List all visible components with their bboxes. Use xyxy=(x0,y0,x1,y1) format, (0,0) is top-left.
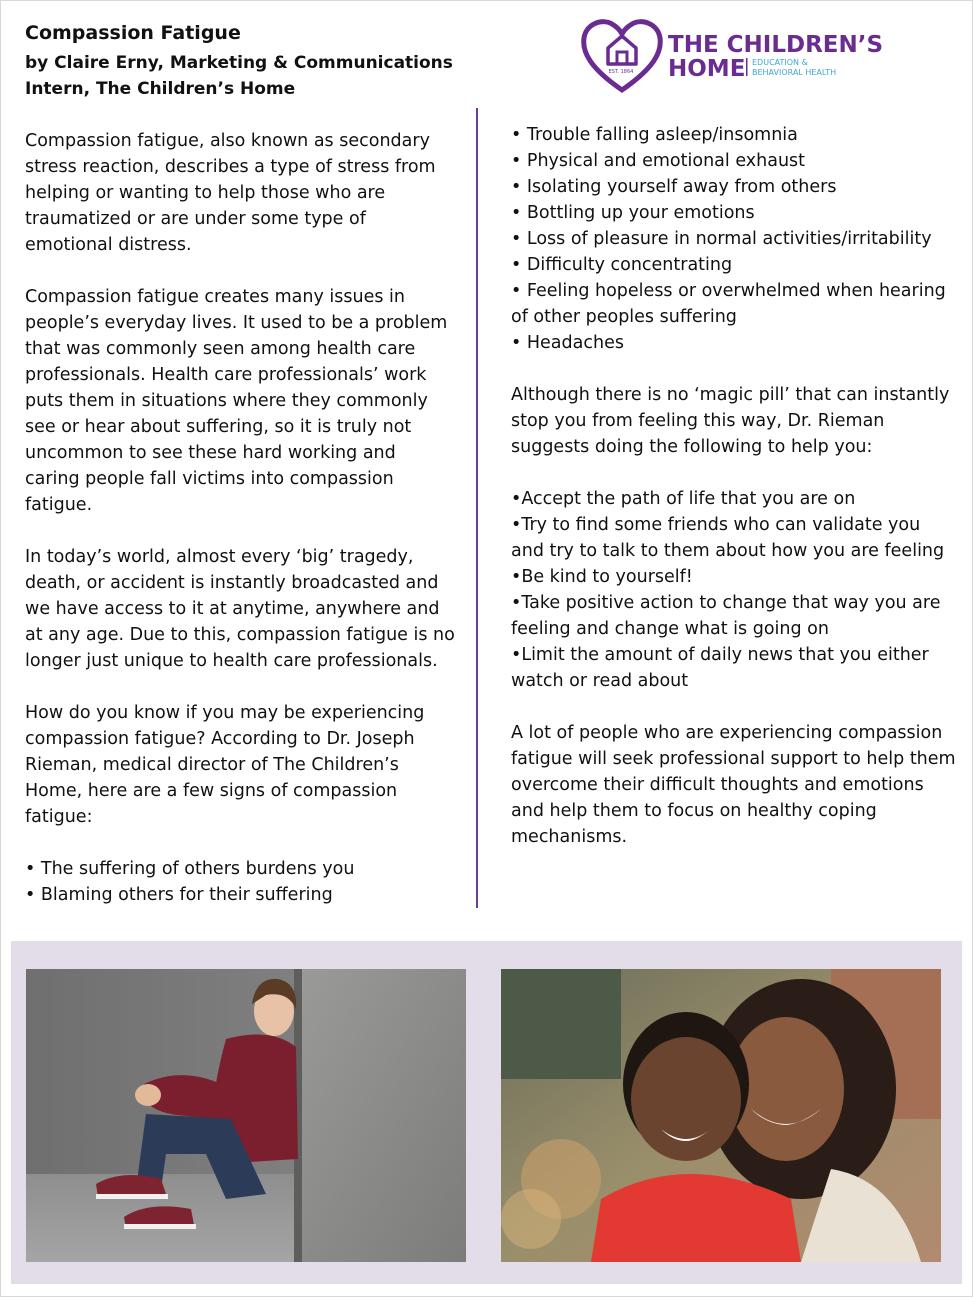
list-item: • Bottling up your emotions xyxy=(511,203,755,223)
childrens-home-logo xyxy=(580,18,890,94)
list-item: •Take positive action to change that way you are feeling and change what is going on xyxy=(511,593,941,639)
logo-tagline-line2: BEHAVIORAL HEALTH xyxy=(752,68,837,77)
heart-house-icon xyxy=(584,22,661,90)
article-byline: by Claire Erny, Marketing & Communications Intern, The Children’s Home xyxy=(25,53,453,99)
list-item: • Trouble falling asleep/insomnia xyxy=(511,125,798,145)
mother-and-child-smiling-photo xyxy=(501,969,941,1262)
list-item: • Headaches xyxy=(511,333,624,353)
logo-name-line2: HOME xyxy=(668,56,746,82)
article-title: Compassion Fatigue xyxy=(25,22,241,44)
signs-list xyxy=(25,856,455,908)
list-item: • Feeling hopeless or overwhelmed when hearing of other peoples suffering xyxy=(511,281,946,327)
list-item: • The suffering of others burdens you xyxy=(25,859,355,879)
paragraph: How do you know if you may be experiencing compassion fatigue? According to Dr. Joseph Rieman, medical director of The Children’s Home, here are a few signs of compassion fatigue: xyxy=(25,703,425,827)
list-item: • Difficulty concentrating xyxy=(511,255,733,275)
list-item: • Physical and emotional exhaust xyxy=(511,151,806,171)
list-item: • Isolating yourself away from others xyxy=(511,177,837,197)
right-column xyxy=(511,122,956,876)
signs-list-continued xyxy=(511,122,956,356)
list-item: •Be kind to yourself! xyxy=(511,567,693,587)
paragraph: In today’s world, almost every ‘big’ tragedy, death, or accident is instantly broadcasted and we have access to it at anytime, anywhere and at any age. Due to this, compassion fatigue is no longer just unique to health care professionals. xyxy=(25,547,455,671)
logo-name-line1: THE CHILDREN’S xyxy=(668,32,884,58)
list-item: • Loss of pleasure in normal activities/irritability xyxy=(511,229,932,249)
left-column xyxy=(25,128,455,934)
suggestions-list xyxy=(511,486,956,694)
paragraph: Compassion fatigue, also known as secondary stress reaction, describes a type of stress from helping or wanting to help those who are traumatized or are under some type of emotional distress. xyxy=(25,131,436,255)
list-item: • Blaming others for their suffering xyxy=(25,885,333,905)
logo-established: EST. 1864 xyxy=(608,69,634,75)
column-divider xyxy=(476,108,478,908)
logo-separator xyxy=(746,58,748,76)
paragraph: Compassion fatigue creates many issues in people’s everyday lives. It used to be a problem that was commonly seen among health care professionals. Health care professionals’ work puts them in situations where they commonly see or hear about suffering, so it is truly not uncommon to see these hard working and caring people fall victims into compassion fatigue. xyxy=(25,287,448,515)
list-item: •Accept the path of life that you are on xyxy=(511,489,856,509)
list-item: •Limit the amount of daily news that you either watch or read about xyxy=(511,645,929,691)
teen-sitting-against-wall-photo xyxy=(26,969,466,1262)
logo-tagline-line1: EDUCATION & xyxy=(752,58,808,67)
list-item: •Try to find some friends who can validate you and try to talk to them about how you are feeling xyxy=(511,515,945,561)
paragraph: Although there is no ‘magic pill’ that can instantly stop you from feeling this way, Dr. Rieman suggests doing the following to help you: xyxy=(511,385,950,457)
paragraph: A lot of people who are experiencing compassion fatigue will seek professional support to help them overcome their difficult thoughts and emotions and help them to focus on healthy coping mechanisms. xyxy=(511,723,956,847)
